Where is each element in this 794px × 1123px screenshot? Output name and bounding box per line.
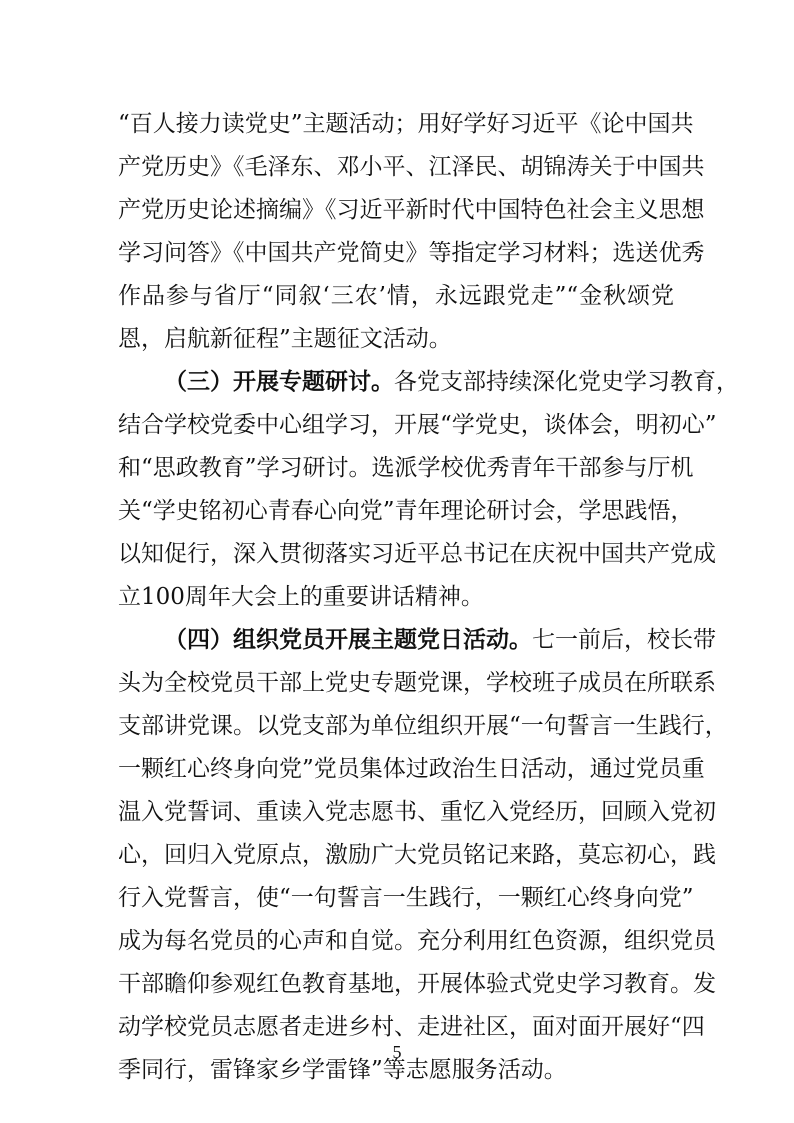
paragraph-line: 结合学校党委中心组学习，开展“学党史，谈体会，明初心”: [118, 412, 717, 438]
paragraph-line: 和“思政教育”学习研讨。选派学校优秀青年干部参与厅机: [118, 455, 694, 481]
paragraph-line: “百人接力读党史”主题活动；用好学好习近平《论中国共: [118, 111, 694, 137]
paragraph-line: 动学校党员志愿者走进乡村、走进社区，面对面开展好“四: [118, 1014, 705, 1040]
paragraph-line: 一颗红心终身向党”党员集体过政治生日活动，通过党员重: [118, 756, 705, 782]
paragraph-line: 支部讲党课。以党支部为单位组织开展“一句誓言一生践行，: [118, 713, 728, 739]
section-3-first-line: [164, 362, 739, 402]
section-3-first-line-text: 各党支部持续深化党史学习教育，: [394, 369, 739, 395]
paragraph-line: 行入党誓言，使“一句誓言一生践行，一颗红心终身向党”: [118, 885, 694, 911]
paragraph-line: 关“学史铭初心青春心向党”青年理论研讨会，学思践悟，: [118, 498, 694, 524]
paragraph-line: 产党历史论述摘编》《习近平新时代中国特色社会主义思想: [118, 197, 705, 223]
paragraph-line: 干部瞻仰参观红色教育基地，开展体验式党史学习教育。发: [118, 971, 716, 997]
section-4-heading: （四）组织党员开展主题党日活动。: [164, 626, 532, 653]
paragraph-line: 季同行，雷锋家乡学雷锋”等志愿服务活动。: [118, 1057, 567, 1083]
paragraph-line: 产党历史》《毛泽东、邓小平、江泽民、胡锦涛关于中国共: [118, 154, 705, 180]
paragraph-line: 温入党誓词、重读入党志愿书、重忆入党经历，回顾入党初: [118, 799, 716, 825]
paragraph-line: 以知促行，深入贯彻落实习近平总书记在庆祝中国共产党成: [118, 541, 716, 567]
paragraph-line: 作品参与省厅“同叙‘三农’情，永远跟党走”“金秋颂党: [118, 283, 674, 309]
paragraph-line: 成为每名党员的心声和自觉。充分利用红色资源，组织党员: [118, 928, 716, 954]
page-number: 5: [392, 1042, 402, 1062]
paragraph-line: 恩，启航新征程”主题征文活动。: [118, 326, 452, 352]
paragraph-line: 学习问答》《中国共产党简史》等指定学习材料；选送优秀: [118, 240, 705, 266]
section-4-first-line: [164, 620, 716, 660]
section-4-first-line-text: 七一前后，校长带: [532, 627, 716, 653]
paragraph-line: 头为全校党员干部上党史专题党课，学校班子成员在所联系: [118, 670, 716, 696]
paragraph-line: 心，回归入党原点，激励广大党员铭记来路，莫忘初心，践: [118, 842, 716, 868]
paragraph-line: 立100周年大会上的重要讲话精神。: [118, 584, 484, 610]
section-3-heading: （三）开展专题研讨。: [164, 368, 394, 395]
